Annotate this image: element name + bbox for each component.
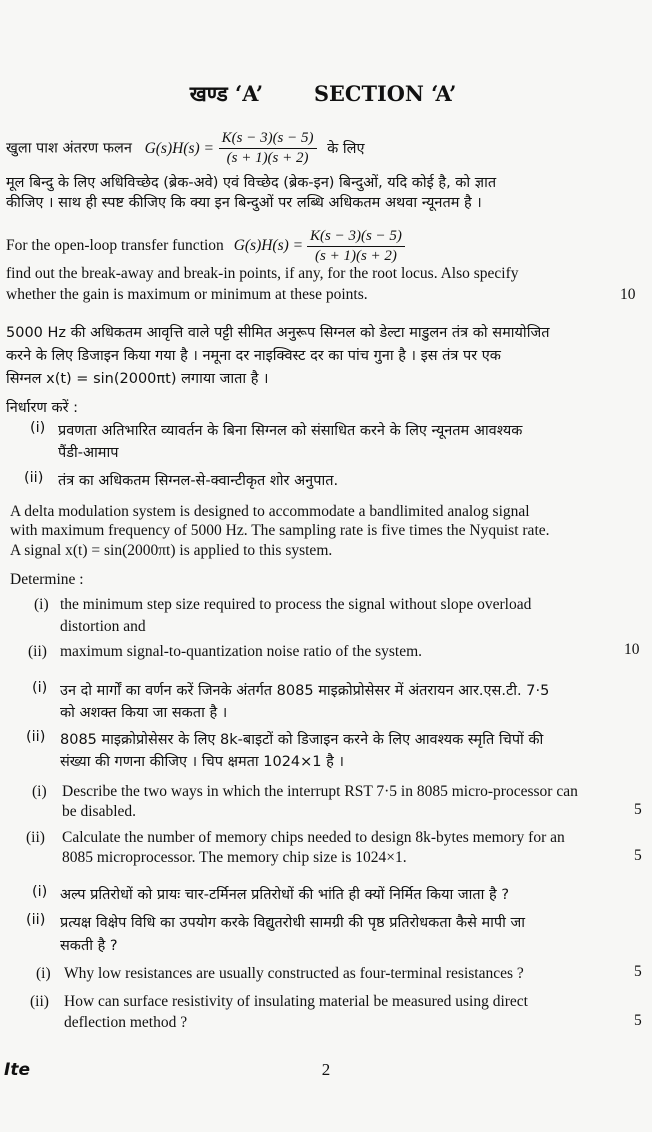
q4-hindi-i: अल्प प्रतिरोधों को प्रायः चार-टर्मिनल प्रतिरोधों की भांति ही क्यों निर्मित किया जाता है ?: [60, 887, 510, 903]
q1-tf-denominator: (s + 1)(s + 2): [226, 150, 309, 166]
q1-hindi-after: के लिए: [327, 140, 365, 157]
q2-english-i-label: (i): [34, 596, 49, 613]
q1-english-tf-numerator: K(s − 3)(s − 5): [307, 228, 405, 247]
q2-english-ii: maximum signal-to-quantization noise ratio of the system.: [60, 643, 423, 660]
footer-left-text: Ite: [4, 1060, 30, 1080]
q1-hindi-lead: खुला पाश अंतरण फलन: [6, 140, 132, 157]
q3-hindi-ii-label: (ii): [26, 729, 46, 745]
q4-english-ii-marks: 5: [634, 1012, 642, 1029]
q1-hindi-lead-line: [6, 130, 364, 167]
q2-english-i-line2: distortion and: [60, 618, 146, 635]
q4-hindi-ii-label: (ii): [26, 912, 46, 928]
english-section-title: SECTION ‘A’: [314, 81, 457, 106]
q2-english-line1: A delta modulation system is designed to accommodate a bandlimited analog signal: [10, 503, 530, 520]
q3-english-ii-line2: 8085 microprocessor. The memory chip size is 1024×1.: [62, 849, 407, 866]
q3-english-ii-label: (ii): [26, 829, 45, 846]
q1-english-tf-denominator: (s + 1)(s + 2): [315, 248, 397, 264]
q4-english-ii-line1: How can surface resistivity of insulating material be measured using direct: [64, 993, 528, 1010]
q3-english-ii-marks: 5: [634, 847, 642, 864]
q1-hindi-line2: मूल बिन्दु के लिए अधिविच्छेद (ब्रेक-अवे) एवं विच्छेद (ब्रेक-इन) बिन्दुओं, यदि कोई है, को ज्ञात: [6, 175, 497, 191]
section-title: [0, 80, 646, 108]
q3-hindi-ii-line2: संख्या की गणना कीजिए । चिप क्षमता 1024×1 है ।: [60, 754, 344, 770]
q2-hindi-i-line1: प्रवणता अतिभारित व्यावर्तन के बिना सिग्नल को संसाधित करने के लिए न्यूनतम आवश्यक: [58, 423, 523, 439]
q3-english-ii-line1: Calculate the number of memory chips needed to design 8k-bytes memory for an: [62, 829, 565, 846]
q1-tf-numerator: K(s − 3)(s − 5): [219, 130, 317, 149]
q2-hindi-ii-label: (ii): [24, 470, 44, 486]
q3-hindi-ii-line1: 8085 माइक्रोप्रोसेसर के लिए 8k-बाइटों को डिजाइन करने के लिए आवश्यक स्मृति चिपों की: [60, 732, 544, 748]
q1-english-lead-line: [6, 228, 405, 265]
q2-hindi-ii: तंत्र का अधिकतम सिग्नल-से-क्वान्टीकृत शोर अनुपात.: [58, 473, 339, 489]
q1-english-tf-lhs: G(s)H(s) =: [233, 237, 304, 255]
q2-english-determine: Determine :: [10, 571, 84, 588]
q3-hindi-i-line2: को अशक्त किया जा सकता है ।: [60, 705, 228, 721]
q1-english-line3: whether the gain is maximum or minimum at these points.: [6, 286, 368, 303]
q4-english-ii-label: (ii): [30, 993, 49, 1010]
q4-english-i: Why low resistances are usually constructed as four-terminal resistances ?: [64, 965, 524, 982]
q2-english-line3: A signal x(t) = sin(2000πt) is applied to this system.: [10, 542, 333, 559]
q3-hindi-i-label: (i): [32, 680, 48, 696]
q1-english-lead: For the open-loop transfer function: [6, 237, 224, 255]
q3-english-i-marks: 5: [634, 801, 642, 818]
q2-hindi-line3: सिग्नल x(t) = sin(2000πt) लगाया जाता है ।: [6, 371, 269, 387]
q4-hindi-i-label: (i): [32, 884, 48, 900]
q3-english-i-label: (i): [32, 783, 47, 800]
q2-hindi-line2: करने के लिए डिजाइन किया गया है । नमूना दर नाइक्विस्ट दर का पांच गुना है । इस तंत्र पर एक: [6, 348, 501, 364]
q1-english-transfer-function: [307, 228, 405, 265]
hindi-section-title: खण्ड ‘A’: [189, 81, 264, 106]
q2-hindi-line1: 5000 Hz की अधिकतम आवृत्ति वाले पट्टी सीमित अनुरूप सिग्नल को डेल्टा माडुलन तंत्र को समायोजित: [6, 325, 550, 341]
q4-english-i-marks: 5: [634, 963, 642, 980]
q1-marks: 10: [620, 286, 636, 303]
q3-english-i-line1: Describe the two ways in which the interrupt RST 7·5 in 8085 micro-processor can: [62, 783, 578, 800]
page-number: 2: [321, 1060, 331, 1079]
q3-hindi-i-line1: उन दो मार्गों का वर्णन करें जिनके अंतर्गत 8085 माइक्रोप्रोसेसर में अंतरायन आर.एस.टी. 7·5: [60, 683, 550, 699]
q1-hindi-line3: कीजिए । साथ ही स्पष्ट कीजिए कि क्या इन बिन्दुओं पर लब्धि अधिकतम अथवा न्यूनतम है ।: [6, 195, 482, 211]
q1-english-line2: find out the break-away and break-in points, if any, for the root locus. Also specify: [6, 265, 519, 282]
q4-hindi-ii-line2: सकती है ?: [60, 938, 118, 954]
q2-hindi-i-label: (i): [30, 420, 46, 436]
q1-hindi-tf-lhs: G(s)H(s) =: [144, 139, 214, 157]
q2-hindi-determine: निर्धारण करें :: [6, 400, 79, 416]
q4-hindi-ii-line1: प्रत्यक्ष विक्षेप विधि का उपयोग करके विद्युतरोधी सामग्री की पृष्ठ प्रतिरोधकता कैसे मापी जा: [60, 915, 526, 931]
q2-marks: 10: [624, 641, 640, 658]
q4-english-ii-line2: deflection method ?: [64, 1014, 188, 1031]
q4-english-i-label: (i): [36, 965, 51, 982]
q2-hindi-i-line2: पैंडी-आमाप: [58, 445, 119, 461]
q1-hindi-transfer-function: [219, 130, 317, 167]
q2-english-i-line1: the minimum step size required to process the signal without slope overload: [60, 596, 532, 613]
q2-english-line2: with maximum frequency of 5000 Hz. The sampling rate is five times the Nyquist rate.: [10, 522, 550, 539]
q2-english-ii-label: (ii): [28, 643, 47, 660]
q3-english-i-line2: be disabled.: [62, 803, 137, 820]
